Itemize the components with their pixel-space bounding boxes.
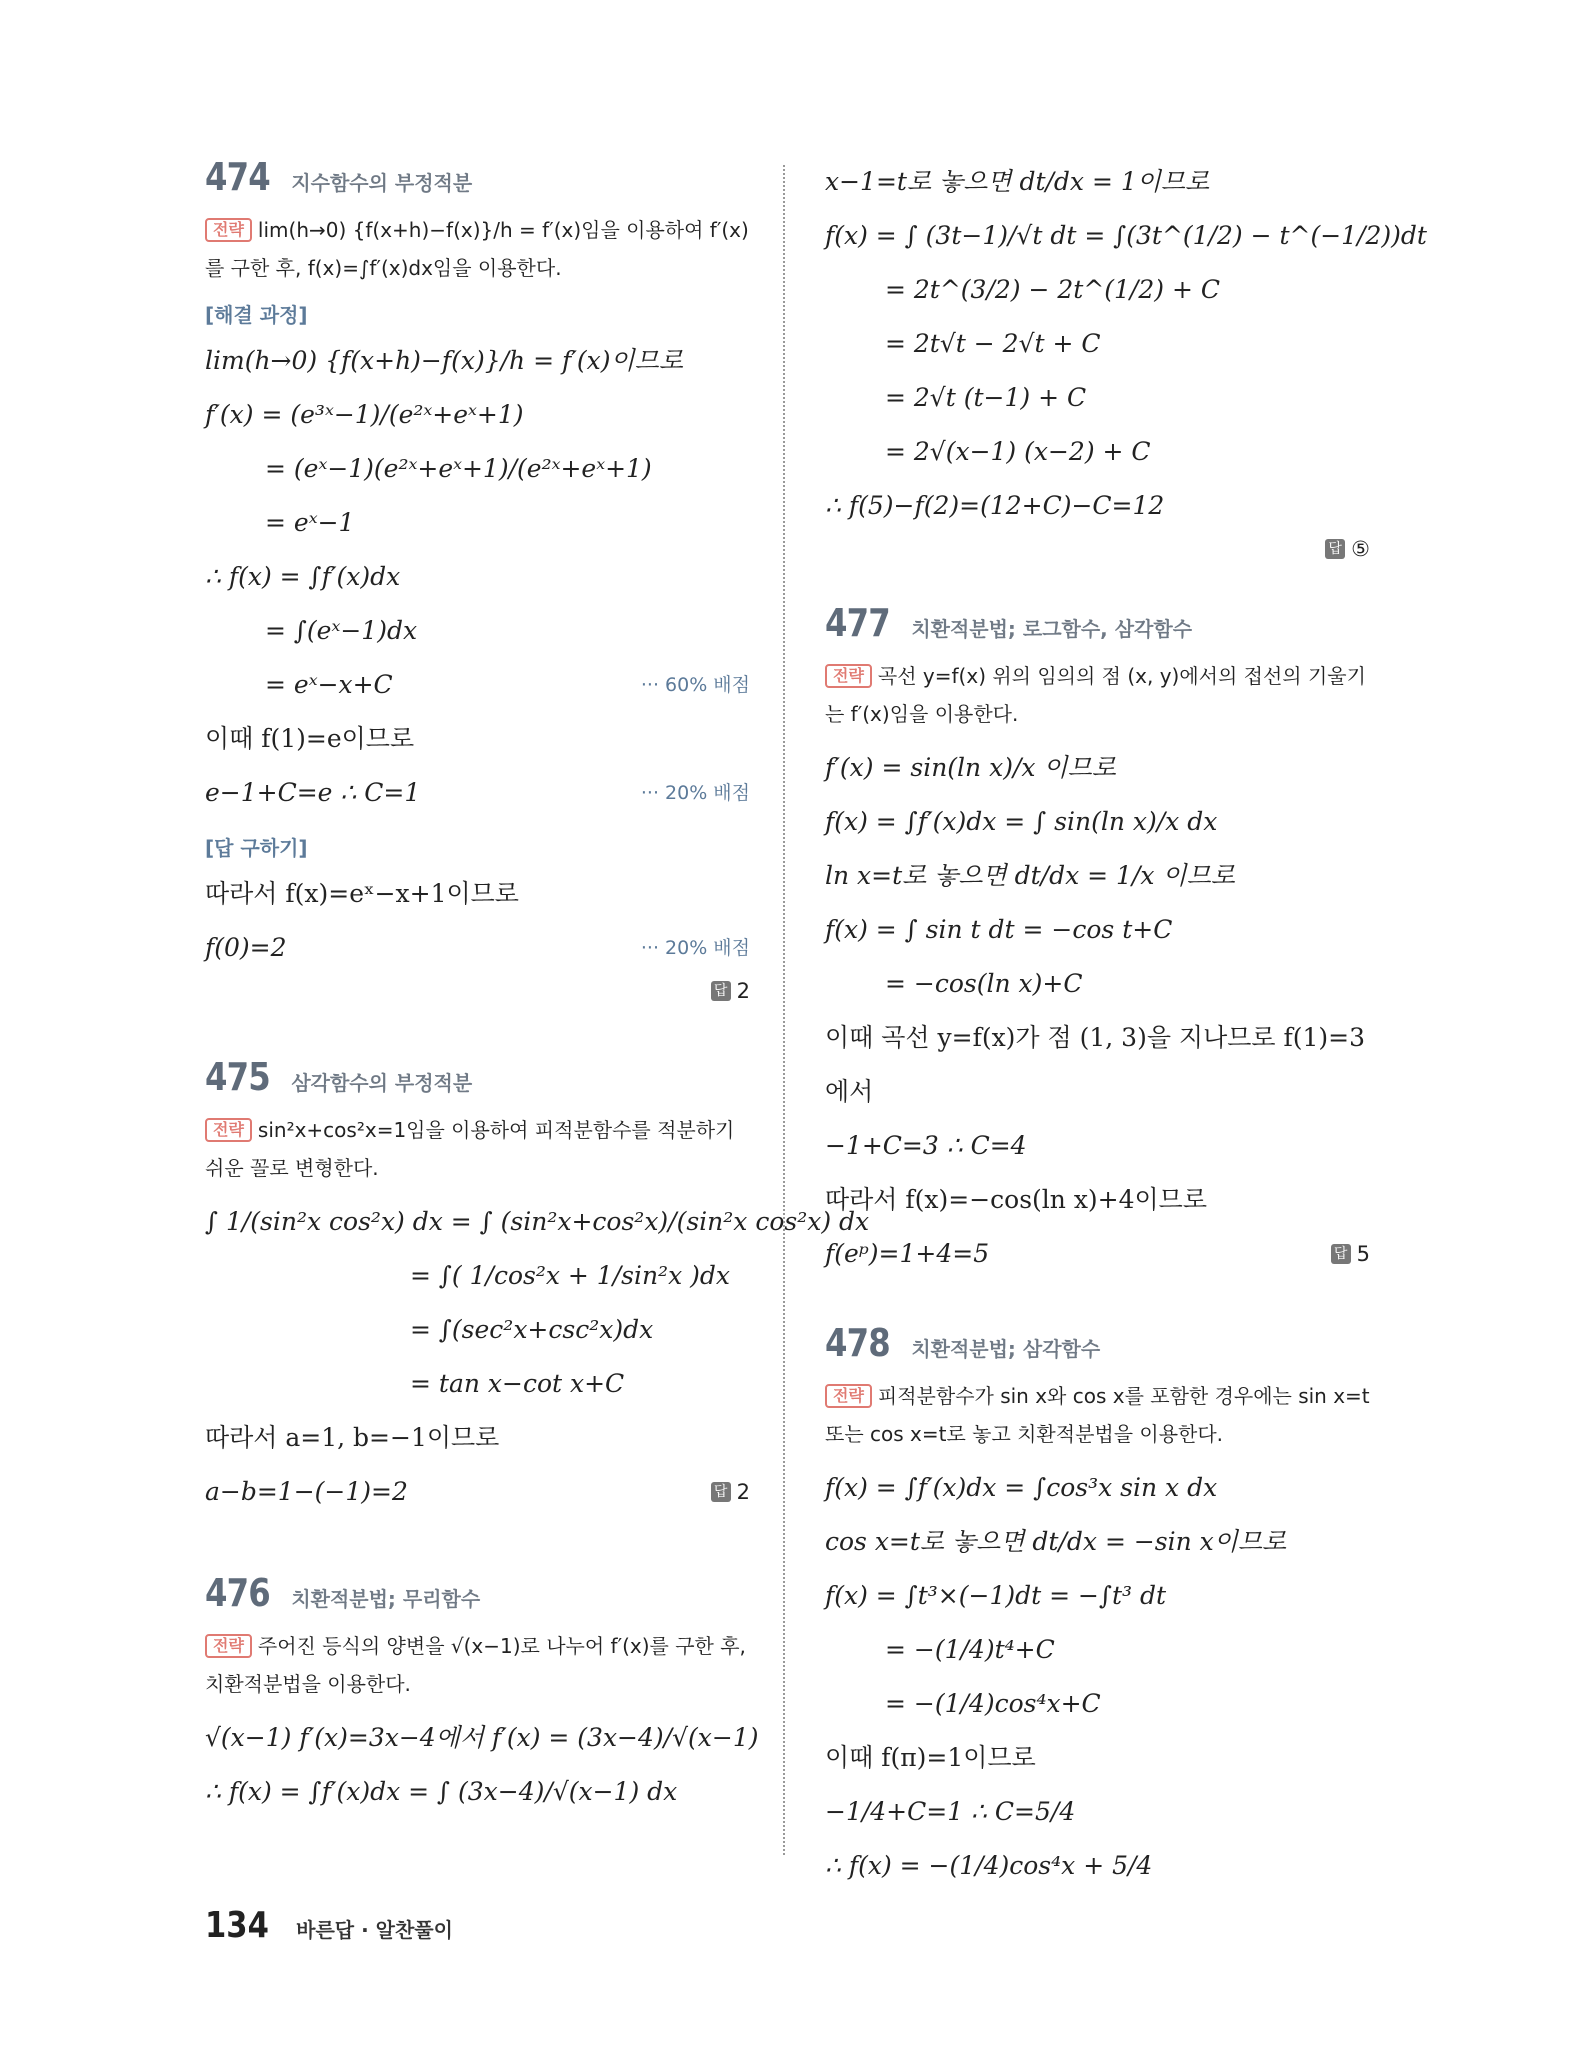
solution-line: = ∫(sec²x+csc²x)dx (410, 1315, 654, 1344)
problem-478 (825, 1321, 1370, 1893)
solution-line: cos x=t로 놓으면 dt/dx = −sin x이므로 (825, 1527, 1287, 1556)
answer-icon: 답 (1325, 539, 1345, 559)
strategy-badge: 전략 (825, 1384, 872, 1408)
solution-line: = 2√(x−1) (x−2) + C (885, 437, 1151, 466)
solution-line: √(x−1) f′(x)=3x−4에서 f′(x) = (3x−4)/√(x−1) (205, 1723, 759, 1752)
solution-line: f(eᵖ)=1+4=5 답 5 (825, 1227, 1370, 1281)
solution-line: x−1=t로 놓으면 dt/dx = 1이므로 (825, 167, 1210, 196)
answer-value: ⑤ (1351, 537, 1370, 561)
problem-477 (825, 601, 1370, 1281)
solution-line: ∴ f(x) = −(1/4)cos⁴x + 5/4 (825, 1851, 1153, 1880)
page-number: 134 (205, 1905, 269, 1946)
solution-line: f(x) = ∫ (3t−1)/√t dt = ∫(3t^(1/2) − t^(−1/2))dt (825, 221, 1427, 250)
strategy-badge: 전략 (205, 1634, 252, 1658)
score-note: ··· 20% 배점 (640, 937, 750, 959)
solution-line: = tan x−cot x+C (410, 1369, 625, 1398)
solution-line: f(x) = ∫f′(x)dx = ∫ sin(ln x)/x dx (825, 807, 1218, 836)
score-note: ··· 20% 배점 (640, 782, 750, 804)
problem-topic: 치환적분법; 무리함수 (291, 1587, 481, 1611)
solution-line: ln x=t로 놓으면 dt/dx = 1/x 이므로 (825, 861, 1235, 890)
solution-line: = −(1/4)cos⁴x+C (885, 1689, 1101, 1718)
solution-line: = (eˣ−1)(e²ˣ+eˣ+1)/(e²ˣ+eˣ+1) (265, 454, 652, 483)
solution-line: = 2√t (t−1) + C (885, 383, 1087, 412)
problem-topic: 삼각함수의 부정적분 (291, 1071, 473, 1095)
answer-box (1331, 1227, 1370, 1281)
solution-line: = 2t^(3/2) − 2t^(1/2) + C (885, 275, 1220, 304)
page-footer (205, 1905, 453, 1946)
answer-box (825, 537, 1370, 561)
page-footer-title: 바른답 · 알찬풀이 (296, 1918, 453, 1942)
solution-line: ∴ f(x) = ∫f′(x)dx = ∫ (3x−4)/√(x−1) dx (205, 1777, 678, 1806)
answer-value: 5 (1356, 1242, 1370, 1266)
solution-line: f′(x) = (e³ˣ−1)/(e²ˣ+eˣ+1) (205, 400, 524, 429)
answer-box (711, 1465, 750, 1519)
solution-line: e−1+C=e ∴ C=1 ··· 20% 배점 (205, 766, 750, 820)
solution-line: 따라서 f(x)=eˣ−x+1이므로 (205, 879, 519, 908)
solution-line: f(x) = ∫t³×(−1)dt = −∫t³ dt (825, 1581, 1167, 1610)
right-column (825, 155, 1427, 1945)
column-divider (783, 165, 785, 1855)
problem-number: 477 (825, 601, 890, 645)
answer-box (205, 979, 750, 1003)
answer-value: 2 (736, 1480, 750, 1504)
problem-number: 475 (205, 1055, 270, 1099)
score-note: ··· 60% 배점 (640, 674, 750, 696)
solution-line: −1/4+C=1 ∴ C=5/4 (825, 1797, 1076, 1826)
strategy-badge: 전략 (205, 1118, 252, 1142)
answer-icon: 답 (711, 1482, 731, 1502)
solution-line: 이때 곡선 y=f(x)가 점 (1, 3)을 지나므로 f(1)=3 (825, 1023, 1365, 1052)
solution-line: = eˣ−x+C ··· 60% 배점 (205, 658, 750, 712)
solution-line: f(0)=2 ··· 20% 배점 (205, 921, 750, 975)
answer-icon: 답 (1331, 1244, 1351, 1264)
section-solve: [해결 과정] (205, 303, 308, 327)
solution-line: −1+C=3 ∴ C=4 (825, 1131, 1027, 1160)
solution-line: a−b=1−(−1)=2 답 2 (205, 1465, 750, 1519)
solution-line: 이때 f(1)=e이므로 (205, 724, 415, 753)
solution-line: = ∫( 1/cos²x + 1/sin²x )dx (410, 1261, 730, 1290)
problem-number: 474 (205, 155, 270, 199)
strategy-text: 전략 lim(h→0) {f(x+h)−f(x)}/h = f′(x)임을 이용하여 f′(x)를 구한 후, f(x)=∫f′(x)dx임을 이용한다. (205, 218, 749, 280)
problem-topic: 치환적분법; 로그함수, 삼각함수 (911, 617, 1193, 641)
problem-number: 478 (825, 1321, 890, 1365)
solution-line: f′(x) = sin(ln x)/x 이므로 (825, 753, 1116, 782)
solution-line: 따라서 f(x)=−cos(ln x)+4이므로 (825, 1185, 1207, 1214)
problem-474 (205, 155, 750, 1003)
problem-476 (205, 1571, 759, 1819)
solution-line: ∫ 1/(sin²x cos²x) dx = ∫ (sin²x+cos²x)/(sin²x cos²x) dx (205, 1207, 870, 1236)
problem-476-continued (825, 155, 1427, 561)
answer-value: 2 (736, 979, 750, 1003)
section-answer: [답 구하기] (205, 836, 308, 860)
solution-line: = −(1/4)t⁴+C (885, 1635, 1055, 1664)
solution-line: f(x) = ∫ sin t dt = −cos t+C (825, 915, 1173, 944)
strategy-text: 전략 곡선 y=f(x) 위의 임의의 점 (x, y)에서의 접선의 기울기는 f′(x)임을 이용한다. (825, 664, 1366, 726)
solution-line: = 2t√t − 2√t + C (885, 329, 1101, 358)
solution-line: 따라서 a=1, b=−1이므로 (205, 1423, 500, 1452)
strategy-text: 전략 피적분함수가 sin x와 cos x를 포함한 경우에는 sin x=t 또는 cos x=t로 놓고 치환적분법을 이용한다. (825, 1384, 1370, 1446)
solution-line: f(x) = ∫f′(x)dx = ∫cos³x sin x dx (825, 1473, 1218, 1502)
solution-line: = ∫(eˣ−1)dx (265, 616, 418, 645)
problem-topic: 지수함수의 부정적분 (291, 171, 473, 195)
strategy-badge: 전략 (825, 664, 872, 688)
strategy-text: 전략 주어진 등식의 양변을 √(x−1)로 나누어 f′(x)를 구한 후, 치환적분법을 이용한다. (205, 1634, 746, 1696)
solution-line: ∴ f(5)−f(2)=(12+C)−C=12 (825, 491, 1165, 520)
solution-line: = −cos(ln x)+C (885, 969, 1083, 998)
solution-line: = eˣ−1 (265, 508, 355, 537)
solution-line: lim(h→0) {f(x+h)−f(x)}/h = f′(x)이므로 (205, 346, 683, 375)
problem-number: 476 (205, 1571, 270, 1615)
solution-line: 에서 (825, 1077, 874, 1106)
solution-line: 이때 f(π)=1이므로 (825, 1743, 1036, 1772)
answer-icon: 답 (711, 981, 731, 1001)
strategy-badge: 전략 (205, 218, 252, 242)
problem-topic: 치환적분법; 삼각함수 (911, 1337, 1101, 1361)
strategy-text: 전략 sin²x+cos²x=1임을 이용하여 피적분함수를 적분하기 쉬운 꼴로 변형한다. (205, 1118, 735, 1180)
solution-line: ∴ f(x) = ∫f′(x)dx (205, 562, 401, 591)
